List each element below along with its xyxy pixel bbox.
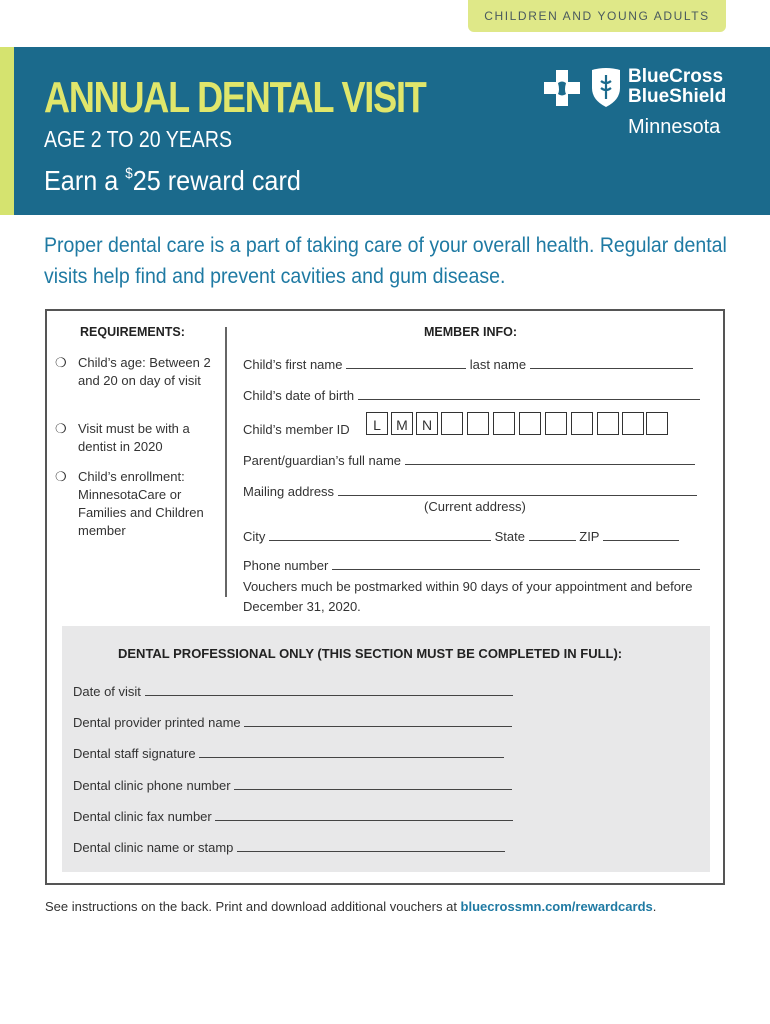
first-name-label: Child’s first name [243,357,343,372]
reward-prefix: Earn a [44,165,126,196]
provider-name-field[interactable] [244,716,512,727]
member-id-box[interactable] [467,412,489,435]
last-name-field[interactable] [530,358,693,369]
provider-name-label: Dental provider printed name [73,715,241,730]
dob-label: Child’s date of birth [243,388,355,403]
logo-text-bluecross: BlueCross [628,66,724,87]
guardian-field[interactable] [405,454,695,465]
page-subtitle: AGE 2 TO 20 YEARS [44,126,233,152]
current-address-note: (Current address) [424,499,526,514]
staff-signature-row [73,746,504,761]
requirements-heading: REQUIREMENTS: [80,325,185,339]
requirement-item [55,468,215,540]
clinic-fax-row [73,809,513,824]
first-name-field[interactable] [346,358,466,369]
requirement-item [55,420,215,456]
member-id-box: M [391,412,413,435]
staff-signature-field[interactable] [199,747,504,758]
member-id-box[interactable] [493,412,515,435]
guardian-row [243,453,695,468]
city-label: City [243,529,266,544]
reward-line [44,165,301,197]
logo-text-minnesota: Minnesota [628,116,721,138]
child-name-row [243,357,693,372]
mailing-row [243,484,697,499]
state-label: State [494,529,525,544]
column-divider [225,327,227,597]
logo-text-blueshield: BlueShield [628,86,727,107]
clinic-phone-field[interactable] [234,779,512,790]
footer-text [45,899,656,914]
city-state-zip-row [243,529,679,544]
requirement-item [55,354,215,390]
phone-row [243,558,700,573]
state-field[interactable] [529,530,576,541]
member-id-box[interactable] [646,412,668,435]
circle-bullet-icon: ❍ [55,421,67,436]
city-field[interactable] [269,530,491,541]
date-of-visit-label: Date of visit [73,684,141,699]
clinic-name-row [73,840,505,855]
member-id-box[interactable] [597,412,619,435]
member-id-box[interactable] [622,412,644,435]
member-id-box[interactable] [545,412,567,435]
circle-bullet-icon: ❍ [55,355,67,370]
reward-currency: $ [125,165,133,182]
last-name-label: last name [469,357,527,372]
member-id-box[interactable] [571,412,593,435]
date-of-visit-row [73,684,513,699]
clinic-name-label: Dental clinic name or stamp [73,840,234,855]
category-tab [468,0,726,32]
staff-signature-label: Dental staff signature [73,746,196,761]
requirement-text: Child’s age: Between 2 and 20 on day of visit [78,355,211,388]
mailing-label: Mailing address [243,484,335,499]
clinic-name-field[interactable] [237,841,505,852]
blue-shield-icon [590,66,622,108]
bcbs-logo [544,66,744,142]
postmark-note: Vouchers much be postmarked within 90 days of your appointment and before December 31, 2020. [243,579,693,614]
member-id-box: N [416,412,438,435]
dental-section-heading: DENTAL PROFESSIONAL ONLY (THIS SECTION MUST BE COMPLETED IN FULL): [118,646,623,661]
circle-bullet-icon: ❍ [55,469,67,484]
member-id-box[interactable] [519,412,541,435]
intro-text: Proper dental care is a part of taking care of your overall health. Regular dental visits help find and prevent cavities and gum disease. [44,234,727,288]
clinic-phone-label: Dental clinic phone number [73,778,231,793]
footer-period: . [652,899,657,914]
blue-cross-icon [544,70,580,106]
zip-field[interactable] [603,530,679,541]
zip-label: ZIP [579,529,600,544]
dob-field[interactable] [358,389,700,400]
category-tab-label: CHILDREN AND YOUNG ADULTS [484,9,710,23]
member-id-label: Child’s member ID [243,422,350,437]
member-id-box: L [366,412,388,435]
footer-instructions: See instructions on the back. Print and download additional vouchers at [45,899,461,914]
guardian-label: Parent/guardian’s full name [243,453,402,468]
requirement-text: Child’s enrollment: MinnesotaCare or Families and Children member [78,469,204,538]
member-info-heading: MEMBER INFO: [424,325,518,339]
phone-field[interactable] [332,559,700,570]
dob-row [243,388,700,403]
clinic-fax-label: Dental clinic fax number [73,809,212,824]
clinic-phone-row [73,778,512,793]
requirement-text: Visit must be with a dentist in 2020 [78,421,190,454]
reward-cards-link[interactable]: bluecrossmn.com/rewardcards [460,899,653,914]
member-id-box[interactable] [441,412,463,435]
clinic-fax-field[interactable] [215,810,513,821]
date-of-visit-field[interactable] [145,685,513,696]
phone-label: Phone number [243,558,329,573]
reward-amount: 25 reward card [132,165,301,196]
mailing-field[interactable] [338,485,697,496]
banner-accent-bar [0,47,14,215]
page-title: ANNUAL DENTAL VISIT [44,73,426,122]
provider-name-row [73,715,512,730]
